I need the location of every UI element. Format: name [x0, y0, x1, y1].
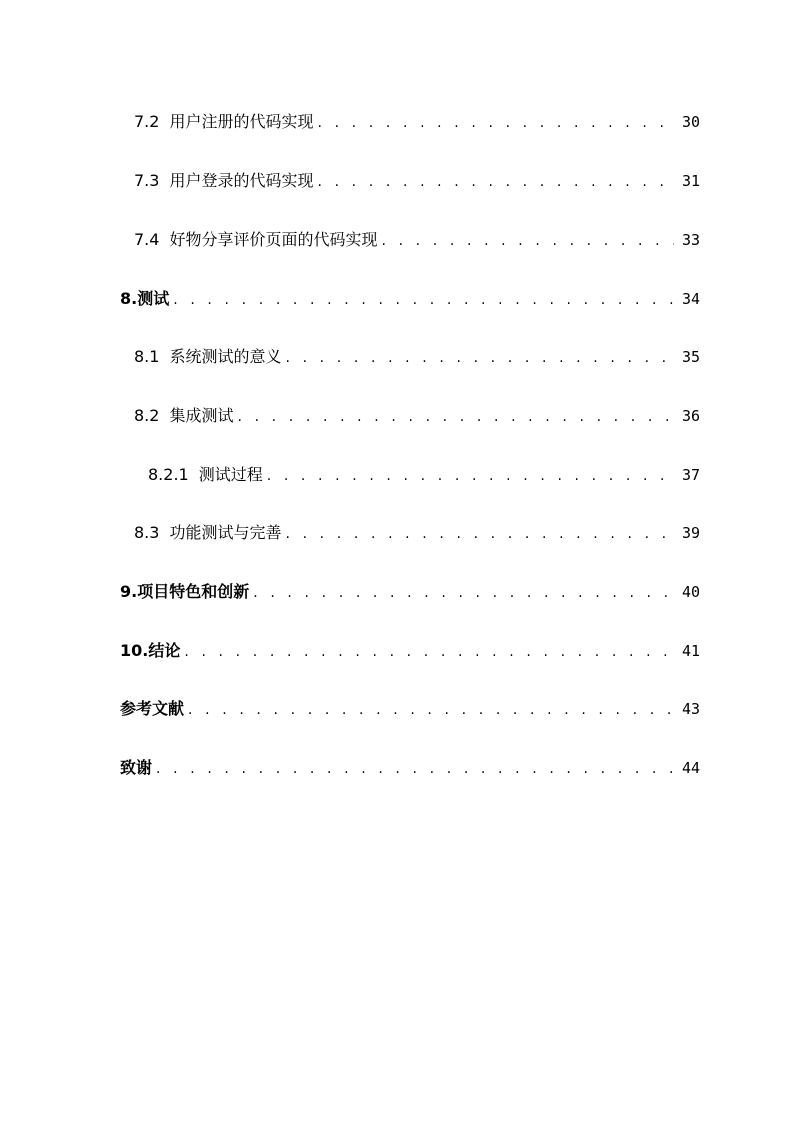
- toc-page-number: 37: [681, 466, 700, 484]
- toc-entry-title: 功能测试与完善: [169, 523, 282, 542]
- dot-leader: [173, 288, 674, 312]
- toc-page-number: 31: [681, 172, 700, 190]
- toc-entry-number: 8.1: [134, 347, 160, 366]
- toc-page-number: 34: [681, 290, 700, 308]
- toc-entry-7-4[interactable]: [134, 228, 700, 252]
- toc-entry-8-3[interactable]: [134, 521, 700, 545]
- toc-entry-number: 9.: [120, 582, 138, 601]
- toc-entry-title: 参考文献: [120, 699, 185, 718]
- dot-leader: [253, 581, 674, 605]
- dot-leader: [317, 170, 674, 194]
- toc-entry-title: 系统测试的意义: [169, 347, 282, 366]
- toc-entry-8-2-1[interactable]: [148, 463, 700, 487]
- toc-entry-number: 7.4: [134, 230, 160, 249]
- toc-page-number: 30: [681, 113, 700, 131]
- toc-entry-title: 测试: [137, 289, 170, 308]
- dot-leader: [184, 640, 674, 664]
- toc-entry-number: 10.: [120, 641, 149, 660]
- toc-entry-title: 项目特色和创新: [137, 582, 250, 601]
- dot-leader: [317, 111, 674, 135]
- toc-entry-references[interactable]: [120, 697, 700, 721]
- dot-leader: [381, 229, 674, 253]
- toc-entry-8[interactable]: [120, 287, 700, 311]
- toc-page-number: 39: [681, 524, 700, 542]
- toc-entry-8-2[interactable]: [134, 404, 700, 428]
- toc-entry-title: 用户登录的代码实现: [169, 171, 314, 190]
- toc-entry-8-1[interactable]: [134, 345, 700, 369]
- toc-entry-acknowledgements[interactable]: [120, 756, 700, 780]
- dot-leader: [285, 522, 674, 546]
- toc-page-number: 35: [681, 348, 700, 366]
- toc-entry-10[interactable]: [120, 639, 700, 663]
- toc-entry-number: 7.3: [134, 171, 160, 190]
- toc-page-number: 43: [681, 700, 700, 718]
- toc-entry-title: 集成测试: [169, 406, 234, 425]
- toc-page-number: 44: [681, 759, 700, 777]
- toc-entry-number: 8.: [120, 289, 138, 308]
- toc-page-number: 33: [681, 231, 700, 249]
- toc-entry-title: 结论: [148, 641, 181, 660]
- toc-entry-number: 8.2: [134, 406, 160, 425]
- toc-entry-9[interactable]: [120, 580, 700, 604]
- toc-entry-title: 测试过程: [198, 465, 263, 484]
- toc-page-number: 40: [681, 583, 700, 601]
- toc-page-number: 41: [681, 642, 700, 660]
- dot-leader: [237, 405, 674, 429]
- toc-entry-number: 8.2.1: [148, 465, 189, 484]
- toc-entry-title: 致谢: [120, 758, 153, 777]
- dot-leader: [267, 464, 674, 488]
- toc-entry-number: 8.3: [134, 523, 160, 542]
- toc-entry-title: 用户注册的代码实现: [169, 112, 314, 131]
- dot-leader: [188, 698, 674, 722]
- toc-entry-7-2[interactable]: [134, 110, 700, 134]
- toc-entry-7-3[interactable]: [134, 169, 700, 193]
- dot-leader: [156, 757, 674, 781]
- toc-entry-number: 7.2: [134, 112, 160, 131]
- toc-page-number: 36: [681, 407, 700, 425]
- dot-leader: [285, 346, 674, 370]
- toc-entry-title: 好物分享评价页面的代码实现: [169, 230, 378, 249]
